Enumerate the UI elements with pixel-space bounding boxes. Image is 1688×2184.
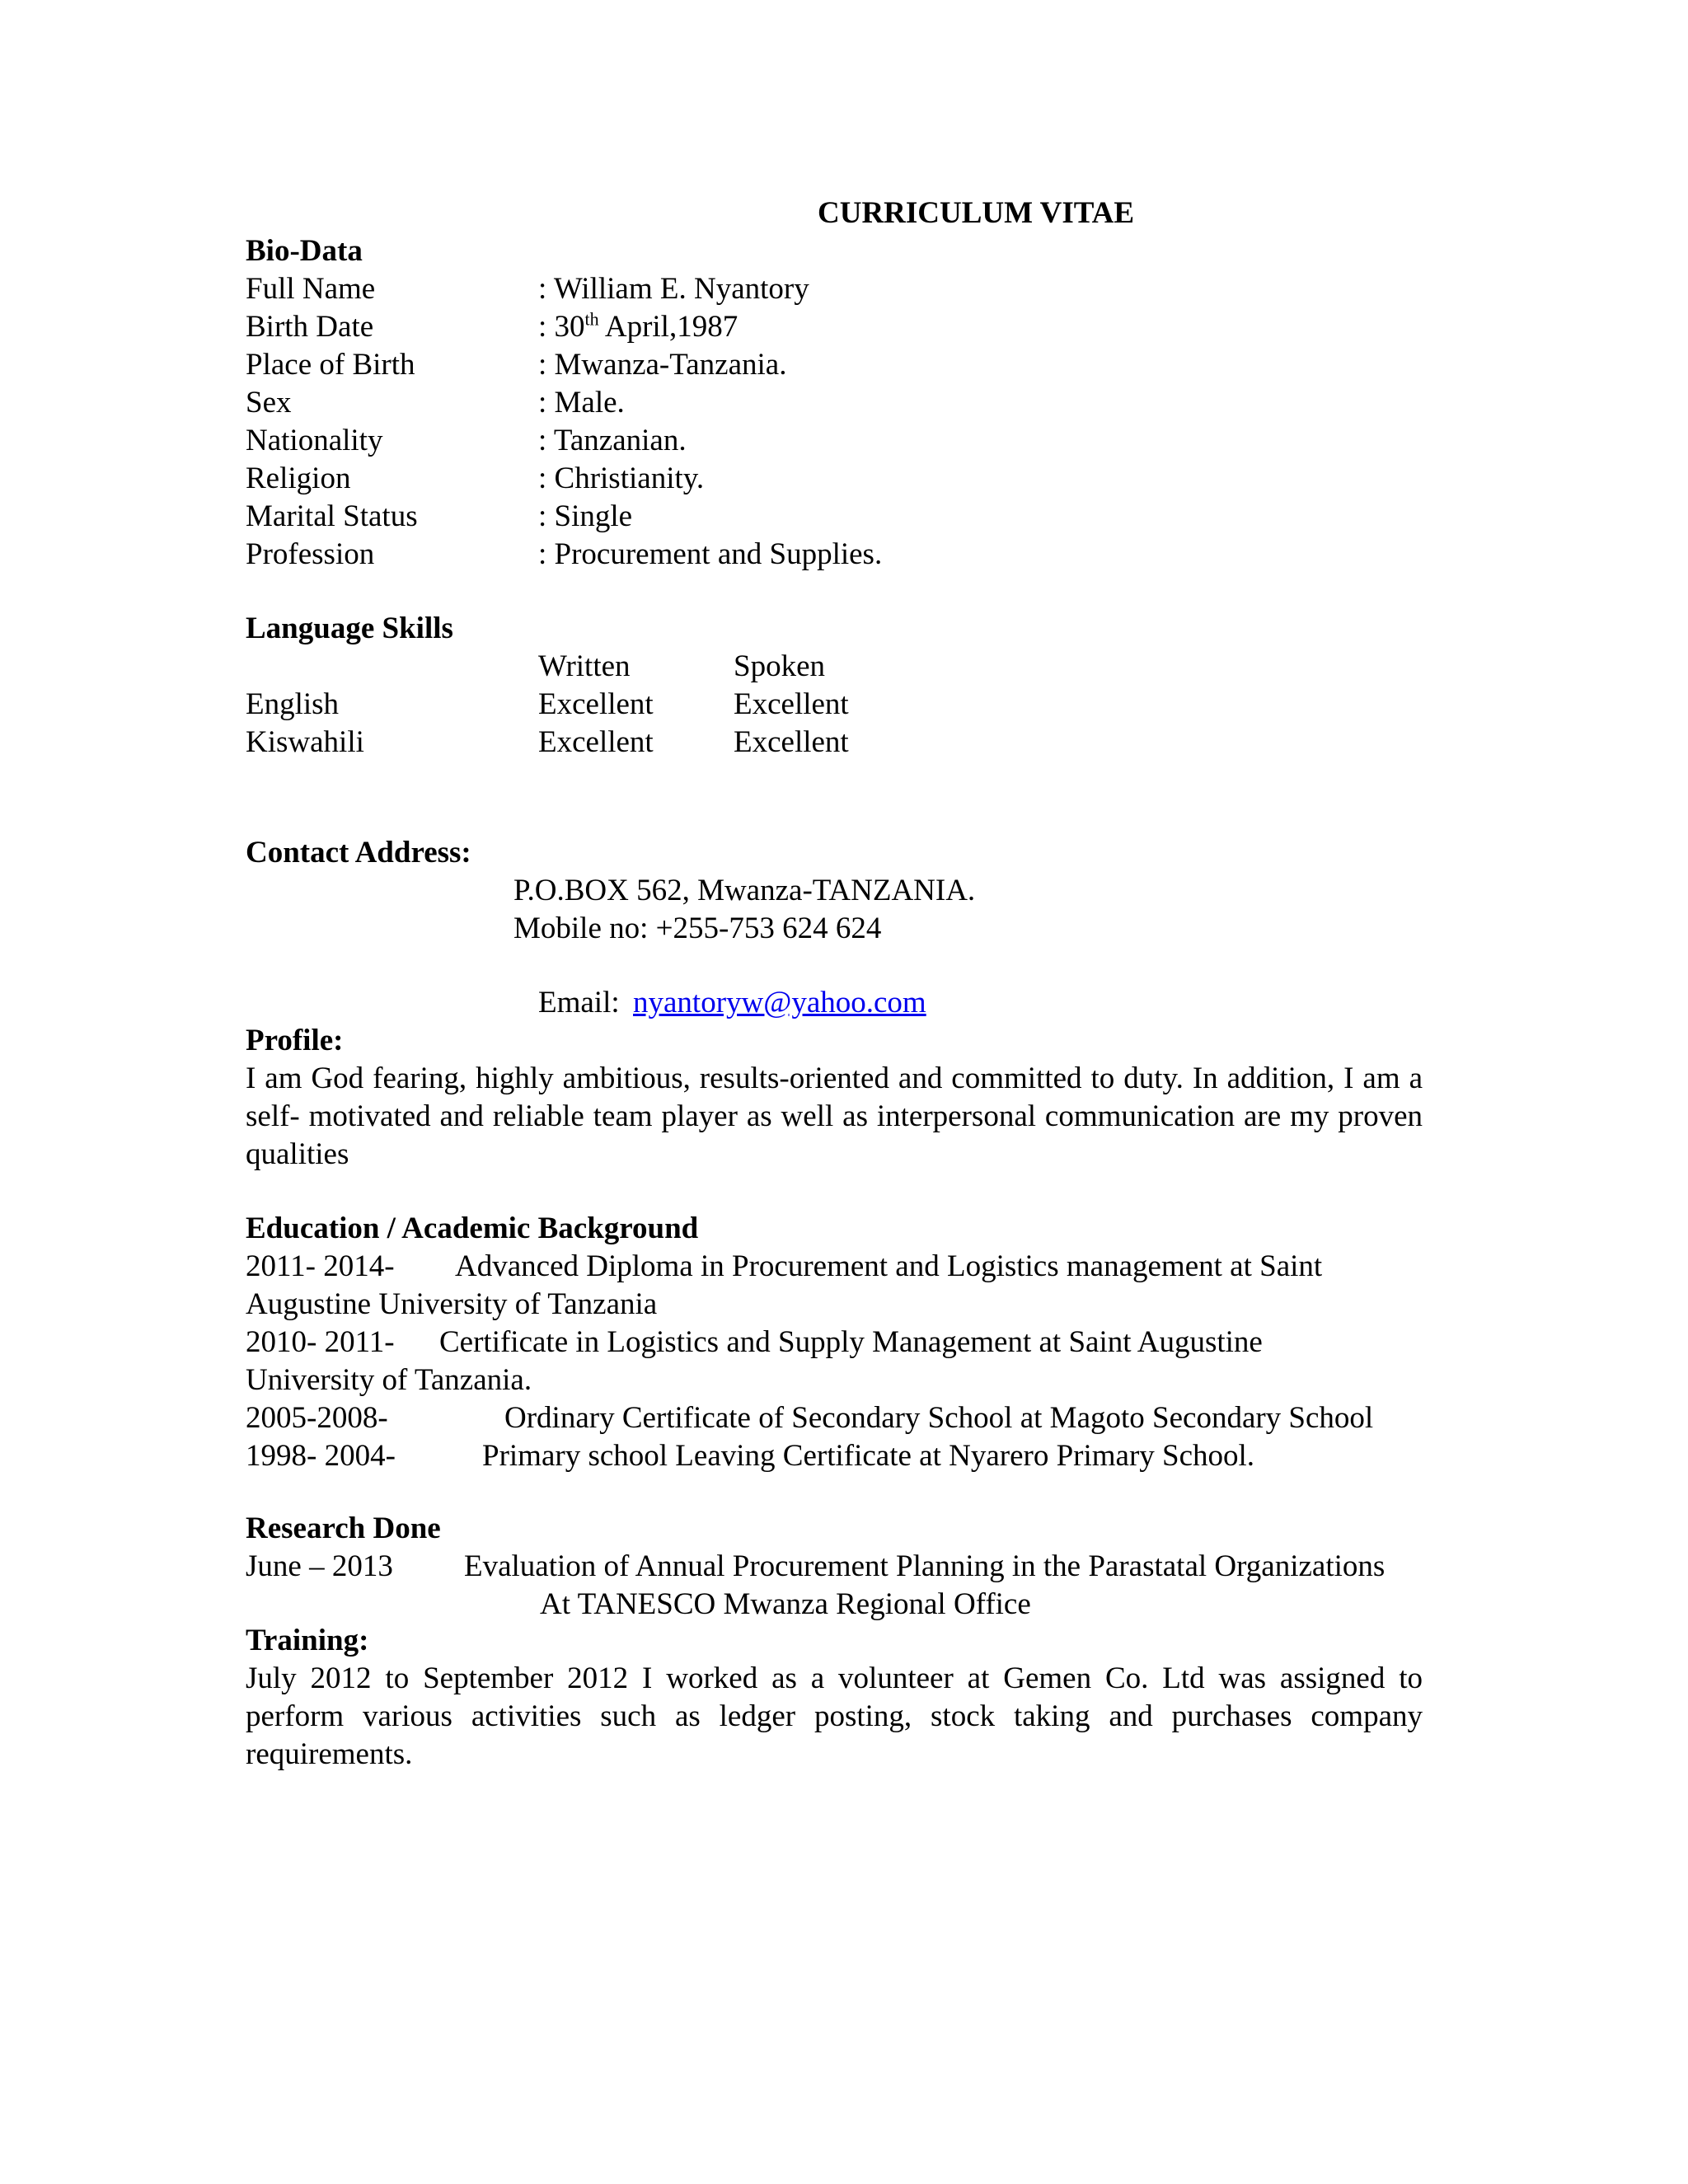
- education-text-cont: University of Tanzania.: [246, 1363, 532, 1397]
- education-years: 2005-2008-: [246, 1401, 388, 1435]
- education-text: Advanced Diploma in Procurement and Logistics management at Saint: [455, 1249, 1323, 1283]
- education-years: 2010- 2011-: [246, 1325, 395, 1359]
- education-heading: Education / Academic Background: [246, 1212, 699, 1245]
- document-title: CURRICULUM VITAE: [818, 196, 1135, 230]
- language-col-written: Written: [538, 649, 631, 683]
- language-name: English: [246, 687, 340, 721]
- language-heading: Language Skills: [246, 612, 453, 645]
- biodata-label-profession: Profession: [246, 537, 375, 571]
- language-written: Excellent: [538, 687, 654, 721]
- biodata-value-place-of-birth: : Mwanza-Tanzania.: [538, 348, 787, 382]
- biodata-label-full-name: Full Name: [246, 272, 376, 306]
- biodata-value-sex: : Male.: [538, 386, 625, 419]
- language-col-spoken: Spoken: [734, 649, 825, 683]
- education-text-cont: Augustine University of Tanzania: [246, 1287, 658, 1321]
- biodata-value-profession: : Procurement and Supplies.: [538, 537, 883, 571]
- language-written: Excellent: [538, 725, 654, 759]
- biodata-label-nationality: Nationality: [246, 424, 383, 457]
- education-text: Ordinary Certificate of Secondary School at Magoto Secondary School: [504, 1401, 1374, 1435]
- biodata-heading: Bio-Data: [246, 234, 363, 268]
- profile-text: I am God fearing, highly ambitious, results-oriented and committed to duty. In addition, I am a self- motivated and reliable team player as well as interpersonal communication are my proven qualities: [246, 1062, 1423, 1171]
- education-text: Primary school Leaving Certificate at Nyarero Primary School.: [482, 1439, 1255, 1473]
- biodata-label-sex: Sex: [246, 386, 292, 419]
- education-text: Certificate in Logistics and Supply Management at Saint Augustine: [439, 1325, 1263, 1359]
- biodata-label-birth-date: Birth Date: [246, 310, 374, 344]
- contact-address: P.O.BOX 562, Mwanza-TANZANIA.: [513, 874, 976, 907]
- language-spoken: Excellent: [734, 687, 849, 721]
- training-heading: Training:: [246, 1624, 369, 1657]
- contact-heading: Contact Address:: [246, 836, 471, 869]
- biodata-value-nationality: : Tanzanian.: [538, 424, 687, 457]
- biodata-value-birth-date: : 30th April,1987: [538, 308, 738, 344]
- education-years: 2011- 2014-: [246, 1249, 395, 1283]
- education-years: 1998- 2004-: [246, 1439, 396, 1473]
- language-name: Kiswahili: [246, 725, 364, 759]
- biodata-value-religion: : Christianity.: [538, 462, 705, 495]
- research-date: June – 2013: [246, 1549, 393, 1583]
- biodata-value-full-name: : William E. Nyantory: [538, 272, 809, 306]
- contact-email-label: Email:: [538, 986, 620, 1019]
- research-heading: Research Done: [246, 1511, 441, 1545]
- contact-mobile: Mobile no: +255-753 624 624: [513, 912, 882, 945]
- biodata-label-marital-status: Marital Status: [246, 499, 418, 533]
- profile-heading: Profile:: [246, 1024, 344, 1057]
- contact-email-link[interactable]: nyantoryw@yahoo.com: [633, 986, 926, 1019]
- biodata-label-religion: Religion: [246, 462, 351, 495]
- language-spoken: Excellent: [734, 725, 849, 759]
- research-text-cont: At TANESCO Mwanza Regional Office: [540, 1587, 1031, 1621]
- biodata-value-marital-status: : Single: [538, 499, 633, 533]
- research-text: Evaluation of Annual Procurement Planning in the Parastatal Organizations: [464, 1549, 1386, 1583]
- training-text: July 2012 to September 2012 I worked as a volunteer at Gemen Co. Ltd was assigned to perform various activities such as ledger posting, stock taking and purchases company requirements.: [246, 1661, 1423, 1771]
- biodata-label-place-of-birth: Place of Birth: [246, 348, 415, 382]
